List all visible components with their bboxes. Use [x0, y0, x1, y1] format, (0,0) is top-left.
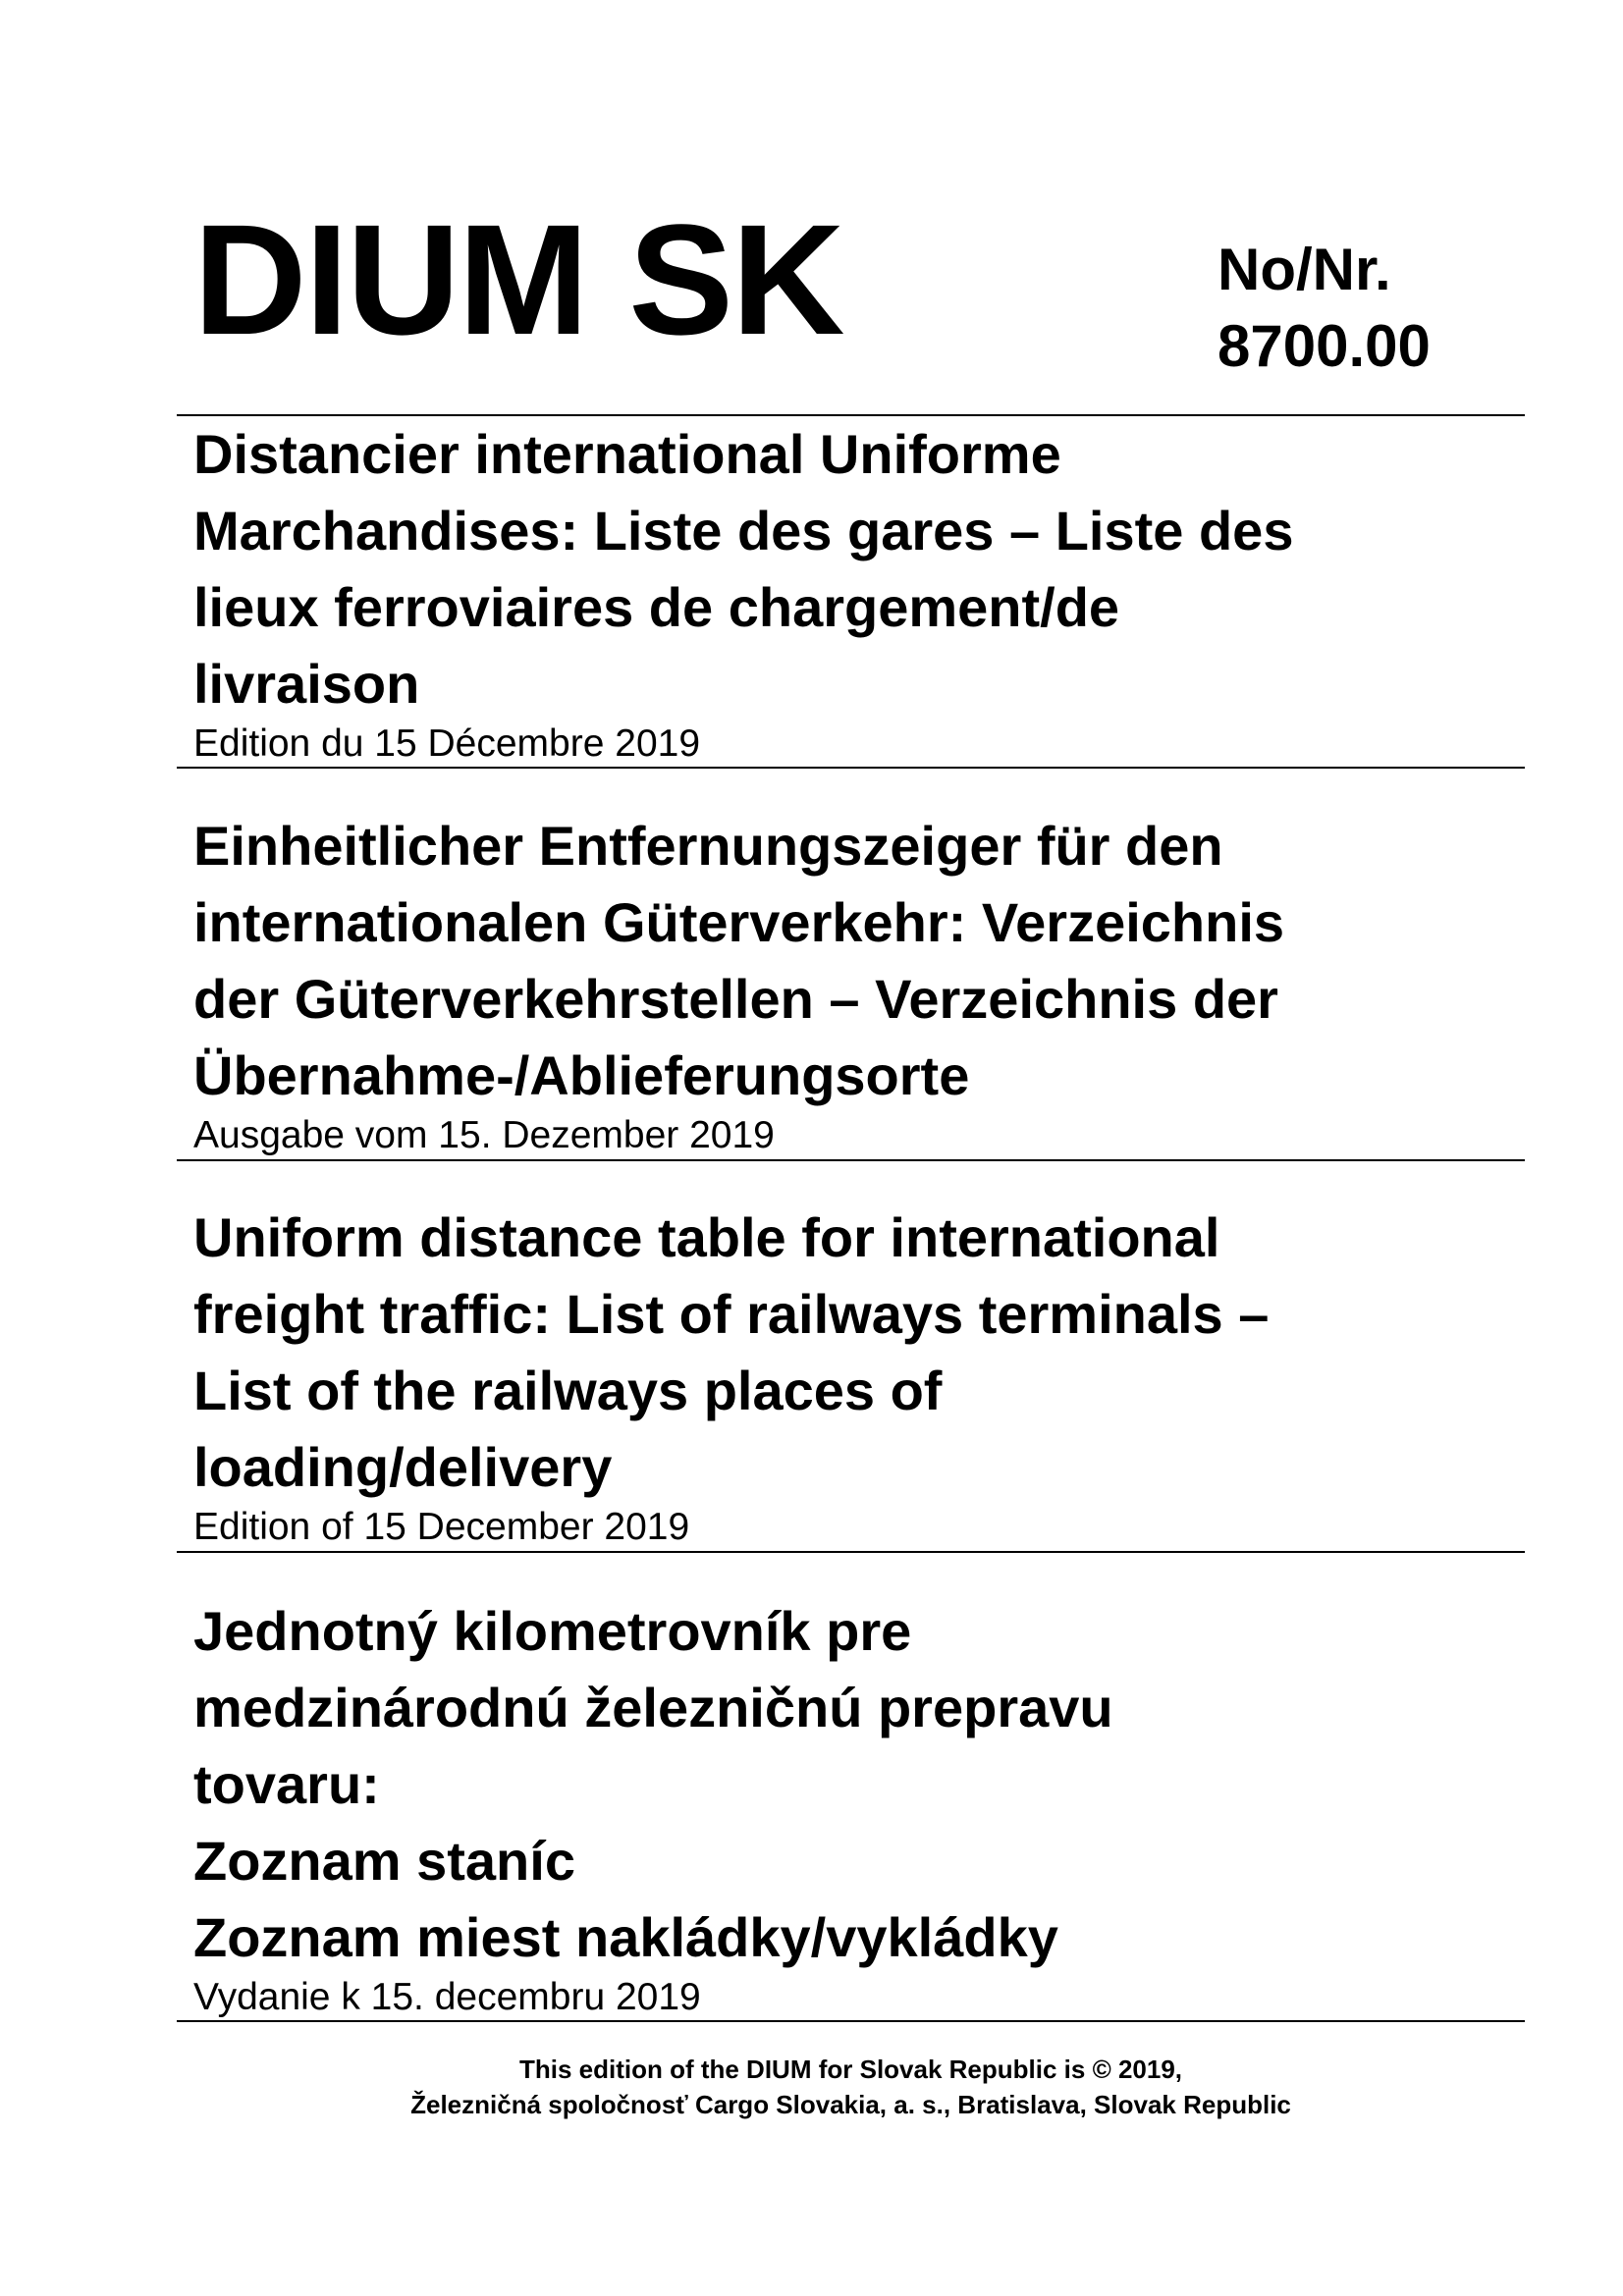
- section-german: [193, 808, 1529, 1157]
- title-line: loading/delivery: [193, 1436, 613, 1498]
- section-english: [193, 1200, 1529, 1549]
- document-number: [1217, 232, 1431, 385]
- copyright-line: Železničná spoločnosť Cargo Slovakia, a. s., Bratislava, Slovak Republic: [410, 2090, 1291, 2119]
- title-line: lieux ferroviaires de chargement/de: [193, 576, 1120, 638]
- edition-date: Vydanie k 15. decembru 2019: [193, 1976, 701, 2018]
- divider-rule: [177, 767, 1525, 769]
- title-line: freight traffic: List of railways terminals –: [193, 1283, 1270, 1345]
- edition-date: Edition du 15 Décembre 2019: [193, 722, 701, 765]
- copyright-line: This edition of the DIUM for Slovak Republic is © 2019,: [518, 2055, 1183, 2084]
- title-line: List of the railways places of: [193, 1360, 943, 1421]
- divider-rule: [177, 1551, 1525, 1553]
- section-title: [193, 808, 1529, 1114]
- section-title: [193, 1593, 1529, 1976]
- copyright-notice: [177, 2052, 1525, 2122]
- title-line: Uniform distance table for international: [193, 1206, 1220, 1268]
- title-line: Übernahme-/Ablieferungsorte: [193, 1044, 970, 1106]
- section-title: [193, 1200, 1529, 1506]
- divider-rule: [177, 1159, 1525, 1161]
- title-line: der Güterverkehrstellen – Verzeichnis der: [193, 968, 1278, 1030]
- divider-rule: [177, 2020, 1525, 2022]
- document-number-label: No/Nr.: [1217, 237, 1391, 302]
- edition-date: Ausgabe vom 15. Dezember 2019: [193, 1114, 775, 1156]
- title-line: Jednotný kilometrovník pre: [193, 1600, 912, 1662]
- title-line: Einheitlicher Entfernungszeiger für den: [193, 815, 1223, 877]
- section-french: [193, 416, 1529, 766]
- document-number-value: 8700.00: [1217, 313, 1431, 379]
- section-title: [193, 416, 1529, 722]
- edition-date: Edition of 15 December 2019: [193, 1506, 690, 1548]
- title-line: internationalen Güterverkehr: Verzeichnis: [193, 891, 1285, 953]
- title-line: Zoznam staníc: [193, 1830, 575, 1892]
- title-line: Marchandises: Liste des gares – Liste des: [193, 500, 1294, 561]
- section-slovak: [193, 1593, 1529, 2019]
- title-line: Distancier international Uniforme: [193, 423, 1061, 485]
- document-title: DIUM SK: [193, 191, 843, 367]
- title-line: medzinárodnú železničnú prepravu: [193, 1677, 1113, 1738]
- title-line: tovaru:: [193, 1753, 380, 1815]
- title-line: livraison: [193, 653, 420, 715]
- title-line: Zoznam miest nakládky/vykládky: [193, 1906, 1058, 1968]
